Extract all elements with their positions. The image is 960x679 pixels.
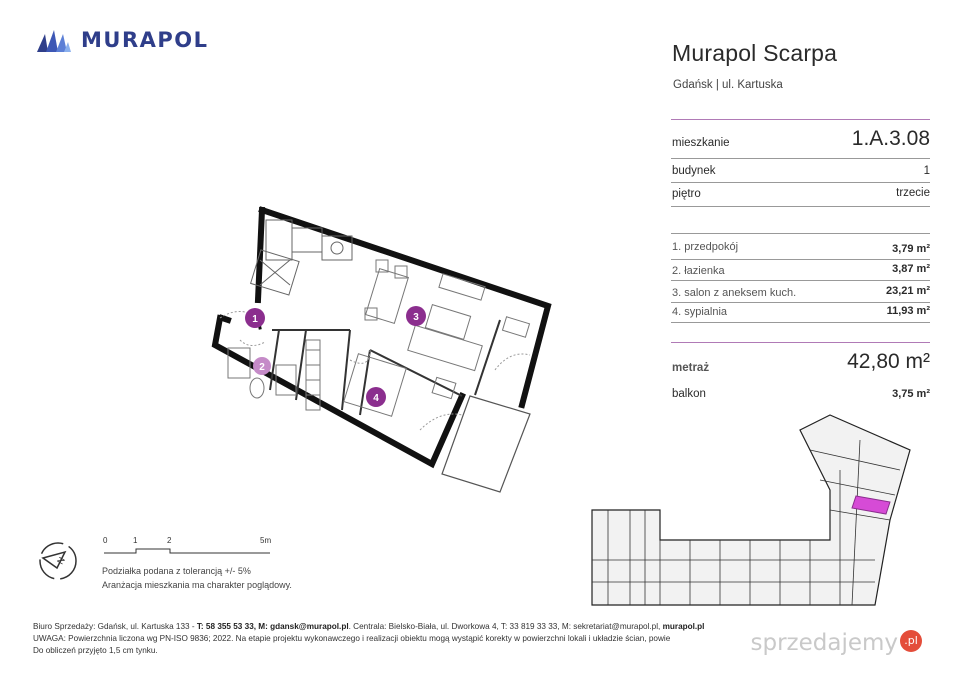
scale-tick: 2 xyxy=(167,536,172,545)
divider xyxy=(671,158,930,159)
brand-name: MURAPOL xyxy=(81,28,209,52)
svg-text:1: 1 xyxy=(252,314,258,325)
room-marker-3 xyxy=(406,306,426,326)
area-total-value: 42,80 m² xyxy=(847,350,930,373)
building-key-plan xyxy=(590,410,930,615)
room-label-4: 4. sypialnia xyxy=(672,306,728,318)
scale-tick: 5m xyxy=(260,536,272,545)
scale-tick: 0 xyxy=(103,536,108,545)
divider xyxy=(671,206,930,207)
compass-icon xyxy=(35,538,81,589)
plan-walls xyxy=(215,210,548,464)
footer-line-2: UWAGA: Powierzchnia liczona wg PN-ISO 9836; 2022. Na etapie projektu wykonawczego i realizacji obiektu mogą wystąpić korekty w powierzchni lokali i układzie ścian, powie xyxy=(33,634,671,643)
svg-text:2: 2 xyxy=(259,362,265,373)
svg-text:3: 3 xyxy=(413,312,419,323)
room-area-2: 3,87 m² xyxy=(892,263,930,275)
footer-line-3: Do obliczeń przyjęto 1,5 cm tynku. xyxy=(33,646,158,655)
floor-value: trzecie xyxy=(896,187,930,199)
scale-note: Podziałka podana z tolerancją +/- 5% xyxy=(102,566,251,576)
room-area-3: 23,21 m² xyxy=(885,285,930,297)
divider xyxy=(671,119,930,120)
layout-note: Aranżacja mieszkania ma charakter poglądowy. xyxy=(102,580,292,590)
divider xyxy=(671,259,930,260)
project-location: Gdańsk | ul. Kartuska xyxy=(673,79,783,91)
divider xyxy=(671,322,930,323)
divider xyxy=(671,233,930,234)
divider xyxy=(671,280,930,281)
balcony-value: 3,75 m² xyxy=(892,388,930,400)
building-value: 1 xyxy=(923,165,930,177)
scale-tick: 1 xyxy=(133,536,138,545)
apartment-value: 1.A.3.08 xyxy=(851,127,930,150)
svg-text:4: 4 xyxy=(373,393,379,404)
building-label: budynek xyxy=(672,165,716,177)
footer-line-1: Biuro Sprzedaży: Gdańsk, ul. Kartuska 133 - T: 58 355 53 33, M: gdansk@murapol.pl. Centrala: Bielsko-Biała, ul. Dworkowa 4, T: 33 819 33 33, M: sekretariat@murapol.pl, murapol.pl xyxy=(33,622,705,631)
watermark xyxy=(750,630,922,656)
apartment-label: mieszkanie xyxy=(672,137,730,149)
divider xyxy=(671,302,930,303)
watermark-text: sprzedajemy xyxy=(750,630,898,656)
divider xyxy=(671,182,930,183)
floor-label: piętro xyxy=(672,188,701,200)
room-label-3: 3. salon z aneksem kuch. xyxy=(672,287,797,299)
murapol-logo-icon xyxy=(37,28,71,52)
footer xyxy=(33,621,793,657)
balcony-label: balkon xyxy=(672,388,706,400)
project-title: Murapol Scarpa xyxy=(672,40,838,66)
plan-kitchen xyxy=(251,220,352,295)
floor-plan xyxy=(200,200,560,505)
room-label-1: 1. przedpokój xyxy=(672,241,739,253)
room-area-1: 3,79 m² xyxy=(892,243,930,255)
watermark-badge: .pl xyxy=(900,630,922,652)
scale-bar xyxy=(100,535,280,562)
logo xyxy=(37,28,209,52)
room-marker-4 xyxy=(366,387,386,407)
area-total-label: metraż xyxy=(672,362,710,374)
room-marker-1 xyxy=(245,308,265,328)
room-marker-2 xyxy=(253,357,271,375)
room-label-2: 2. łazienka xyxy=(672,265,725,277)
svg-text:N: N xyxy=(55,555,67,566)
room-area-4: 11,93 m² xyxy=(886,305,930,317)
divider xyxy=(671,342,930,343)
